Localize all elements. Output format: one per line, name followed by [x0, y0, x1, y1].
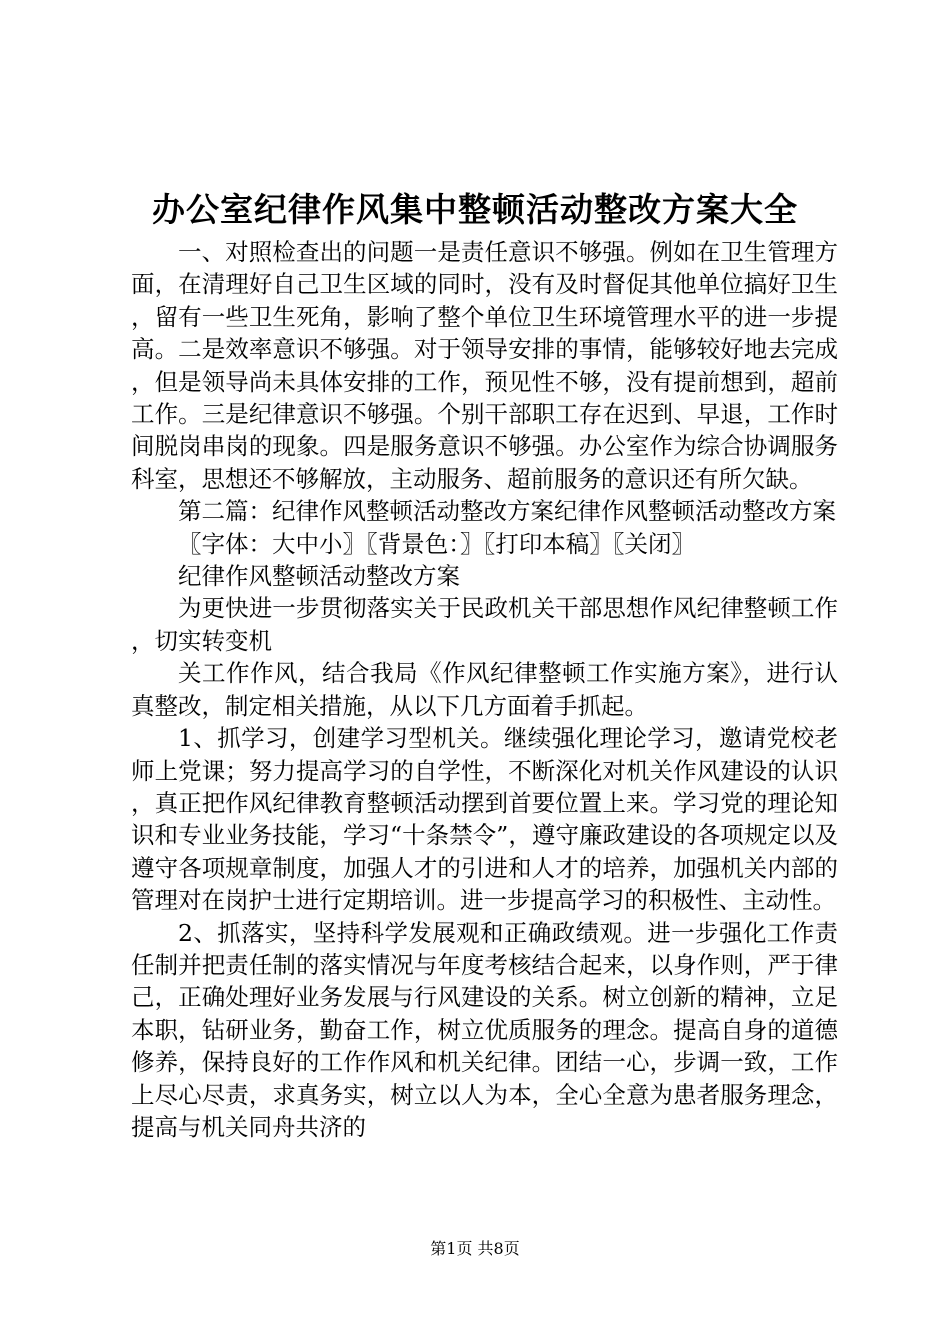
page-footer: 第1页 共8页 — [430, 1239, 520, 1258]
paragraph-point-1: 1、抓学习，创建学习型机关。继续强化理论学习，邀请党校老师上党课；努力提高学习的自学性，不断深化对机关作风建设的认识，真正把作风纪律教育整顿活动摆到首要位置上来。学习党的理论知识和专业业务技能，学习“十条禁令”，遵守廉政建设的各项规定以及遵守各项规章制度，加强人才的引进和人才的培养，加强机关内部的管理对在岗护士进行定期培训。进一步提高学习的积极性、主动性。 — [131, 724, 838, 915]
paragraph-font-controls: 〖字体：大中小〗〖背景色：〗〖打印本稿〗〖关闭〗 — [178, 529, 695, 558]
paragraph-second-chapter-heading: 第二篇：纪律作风整顿活动整改方案纪律作风整顿活动整改方案 — [178, 497, 836, 526]
paragraph-intro-1: 为更快进一步贯彻落实关于民政机关干部思想作风纪律整顿工作，切实转变机 — [131, 594, 838, 655]
paragraph-plan-heading: 纪律作风整顿活动整改方案 — [178, 562, 460, 591]
paragraph-point-2: 2、抓落实，坚持科学发展观和正确政绩观。进一步强化工作责任制并把责任制的落实情况与年度考核结合起来，以身作则，严于律己，正确处理好业务发展与行风建设的关系。树立创新的精神，立足本职，钻研业务，勤奋工作，树立优质服务的理念。提高自身的道德修养，保持良好的工作作风和机关纪律。团结一心，步调一致，工作上尽心尽责，求真务实，树立以人为本，全心全意为患者服务理念，提高与机关同舟共济的 — [131, 918, 838, 1141]
document-body — [131, 236, 838, 1143]
document-title: 办公室纪律作风集中整顿活动整改方案大全 — [152, 190, 798, 229]
paragraph-problems: 一、对照检查出的问题一是责任意识不够强。例如在卫生管理方面，在清理好自己卫生区域的同时，没有及时督促其他单位搞好卫生，留有一些卫生死角，影响了整个单位卫生环境管理水平的进一步提高。二是效率意识不够强。对于领导安排的事情，能够较好地去完成，但是领导尚未具体安排的工作，预见性不够，没有提前想到，超前工作。三是纪律意识不够强。个别干部职工存在迟到、早退，工作时间脱岗串岗的现象。四是服务意识不够强。办公室作为综合协调服务科室，思想还不够解放，主动服务、超前服务的意识还有所欠缺。 — [131, 238, 838, 493]
paragraph-intro-2: 关工作作风，结合我局《作风纪律整顿工作实施方案》，进行认真整改，制定相关措施，从以下几方面着手抓起。 — [131, 659, 838, 720]
